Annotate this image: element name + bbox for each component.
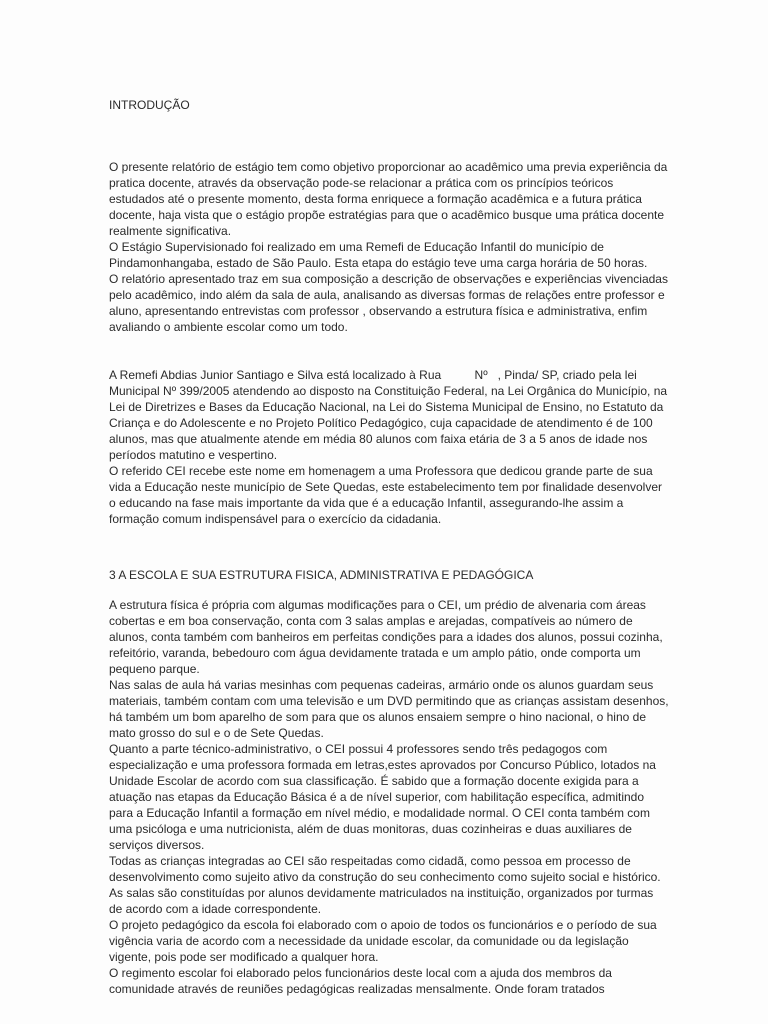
structure-section	[109, 597, 672, 997]
structure-paragraph-4: Todas as crianças integradas ao CEI são respeitadas como cidadã, como pessoa em processo de desenvolvimento como sujeito ativo da construção do seu conhecimento como sujeito social e histórico.	[109, 854, 661, 884]
intro-paragraph-3: O relatório apresentado traz em sua composição a descrição de observações e experiências vivenciadas pelo acadêmico, indo além da sala de aula, analisando as diversas formas de relações entre professor e aluno, apresentando entrevistas com professor , observando a estrutura física e administrativa, enfim avaliando o ambiente escolar como um todo.	[109, 272, 672, 334]
structure-paragraph-2: Nas salas de aula há varias mesinhas com pequenas cadeiras, armário onde os alunos guardam seus materiais, também contam com uma televisão e um DVD permitindo que as crianças assistam desenhos, há também um bom aparelho de som para que os alunos ensaiem sempre o hino nacional, o hino de mato grosso do sul e o de Sete Quedas.	[109, 678, 672, 740]
spacer	[109, 113, 669, 159]
school-paragraph-1: A Remefi Abdias Junior Santiago e Silva está localizado à Rua Nº , Pinda/ SP, criado pela lei Municipal Nº 399/2005 atendendo ao disposto na Constituição Federal, na Lei Orgânica do Município, na Lei de Diretrizes e Bases da Educação Nacional, na Lei do Sistema Municipal de Ensino, no Estatuto da Criança e do Adolescente e no Projeto Político Pedagógico, cuja capacidade de atendimento é de 100 alunos, mas que atualmente atende em média 80 alunos com faixa etária de 3 a 5 anos de idade nos períodos matutino e vespertino.	[109, 368, 671, 462]
school-intro-section	[109, 367, 669, 527]
intro-paragraph-1: O presente relatório de estágio tem como objetivo proporcionar ao acadêmico uma previa experiência da pratica docente, através da observação pode-se relacionar a prática com os princípios teóricos estudados até o presente momento, desta forma enriquece a formação acadêmica e a futura prática docente, haja vista que o estágio propõe estratégias para que o acadêmico busque uma prática docente realmente significativa.	[109, 160, 671, 238]
introduction-section	[109, 159, 672, 335]
structure-paragraph-1: A estrutura física é própria com algumas modificações para o CEI, um prédio de alvenaria com áreas cobertas e em boa conservação, conta com 3 salas amplas e arejadas, compatíveis ao número de alunos, conta também com banheiros em perfeitas condições para a idades dos alunos, possui cozinha, refeitório, varanda, bebedouro com água devidamente tratada e um amplo pátio, onde comporta um pequeno parque.	[109, 598, 667, 676]
school-paragraph-2: O referido CEI recebe este nome em homenagem a uma Professora que dedicou grande parte de sua vida a Educação neste município de Sete Quedas, este estabelecimento tem por finalidade desenvolver o educando na fase mais importante da vida que é a educação Infantil, assegurando-lhe assim a formação comum indispensável para o exercício da cidadania.	[109, 464, 666, 526]
structure-heading: 3 A ESCOLA E SUA ESTRUTURA FISICA, ADMINISTRATIVA E PEDAGÓGICA	[109, 568, 534, 582]
document-page	[109, 97, 672, 997]
spacer	[109, 583, 669, 597]
structure-paragraph-3: Quanto a parte técnico-administrativo, o CEI possui 4 professores sendo três pedagogos com especialização e uma professora formada em letras,estes aprovados por Concurso Público, lotados na Unidade Escolar de acordo com sua classificação. É sabido que a formação docente exigida para a atuação nas etapas da Educação Básica é a de nível superior, com habilitação específica, admitindo para a Educação Infantil a formação em nível médio, e modalidade normal. O CEI conta também com uma psicóloga e uma nutricionista, além de duas monitoras, duas cozinheiras e duas auxiliares de serviços diversos.	[109, 742, 660, 852]
structure-paragraph-7: O regimento escolar foi elaborado pelos funcionários deste local com a ajuda dos membros da comunidade através de reuniões pedagógicas realizadas mensalmente. Onde foram tratados	[109, 966, 616, 996]
structure-paragraph-5: As salas são constituídas por alunos devidamente matriculados na instituição, organizados por turmas de acordo com a idade correspondente.	[109, 886, 657, 916]
introduction-heading: INTRODUÇÃO	[109, 98, 190, 112]
spacer	[109, 335, 669, 367]
structure-paragraph-6: O projeto pedagógico da escola foi elaborado com o apoio de todos os funcionários e o período de sua vigência varia de acordo com a necessidade da unidade escolar, da comunidade ou da legislação vigente, pois pode ser modificado a qualquer hora.	[109, 918, 661, 964]
spacer	[109, 527, 669, 567]
intro-paragraph-2: O Estágio Supervisionado foi realizado em uma Remefi de Educação Infantil do município de Pindamonhangaba, estado de São Paulo. Esta etapa do estágio teve uma carga horária de 50 horas.	[109, 240, 648, 270]
